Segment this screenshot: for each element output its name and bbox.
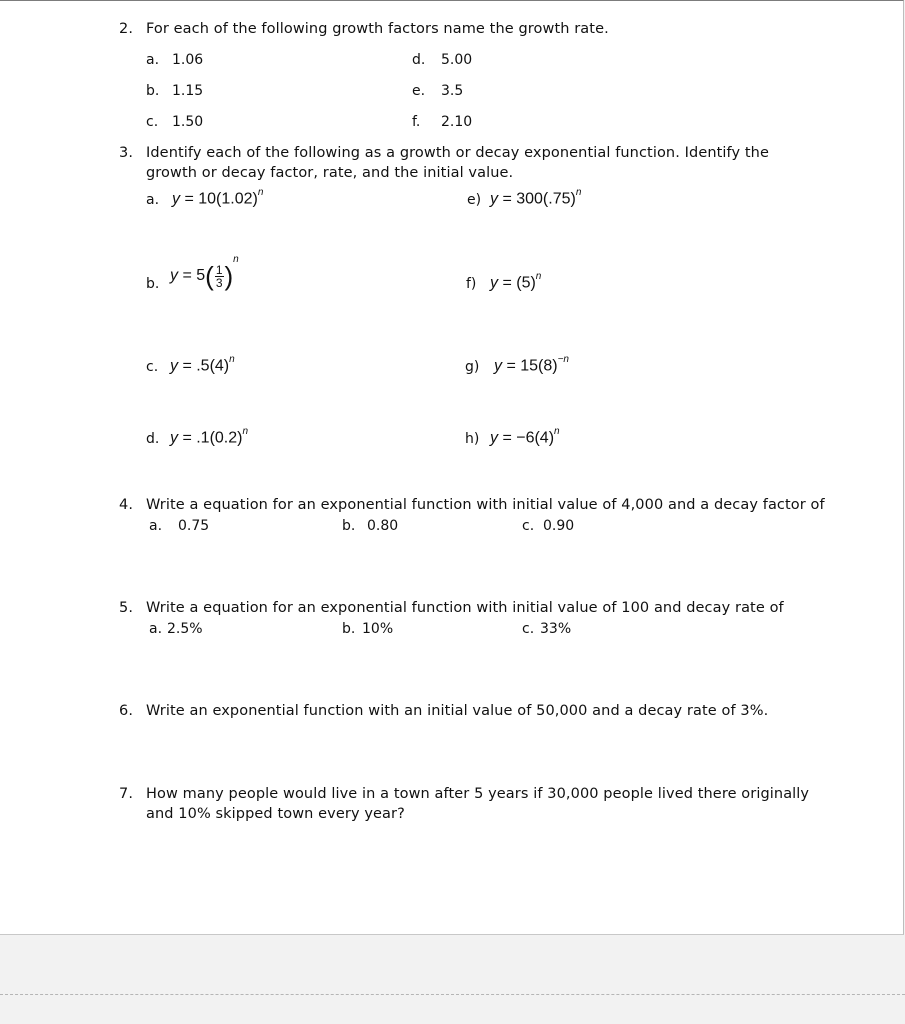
- q5-option-b-value: 10%: [362, 621, 394, 637]
- q3-number: 3.: [119, 145, 134, 161]
- q4-option-a-label: a.: [149, 518, 163, 534]
- q3-item-b-label: b.: [146, 276, 160, 292]
- q5-prompt: Write a equation for an exponential function with initial value of 100 and decay rate of: [146, 600, 784, 616]
- q7-number: 7.: [119, 786, 134, 802]
- q3-item-b-fraction: $\frac{1}{3}$: [215, 262, 223, 290]
- q3-item-g-equation: $y = 15(8)^{-n}$: [494, 354, 569, 375]
- q2-item-c-value: 1.50: [172, 114, 204, 130]
- q4-option-c-value: 0.90: [543, 518, 575, 534]
- q5-option-a-value: 2.5%: [167, 621, 203, 637]
- q3-item-h-label: h): [465, 431, 480, 447]
- q2-item-f-label: f.: [412, 114, 421, 130]
- q2-item-c-label: c.: [146, 114, 159, 130]
- q5-option-a-label: a.: [149, 621, 163, 637]
- q3-item-d-equation: $y = .1(0.2)^n$: [170, 426, 249, 447]
- q3-item-c-label: c.: [146, 359, 159, 375]
- q4-option-b-label: b.: [342, 518, 356, 534]
- q6-number: 6.: [119, 703, 134, 719]
- q3-item-c-equation: $y = .5(4)^n$: [170, 354, 235, 375]
- q2-item-d-label: d.: [412, 52, 426, 68]
- q5-option-b-label: b.: [342, 621, 356, 637]
- q4-option-b-value: 0.80: [367, 518, 399, 534]
- q3-item-g-label: g): [465, 359, 480, 375]
- q3-item-b-equation: y = 5( $\frac{1}{3}$ )$^n$: [170, 253, 239, 291]
- q3-item-f-equation: $y = (5)^n$: [490, 271, 542, 292]
- q2-item-e-label: e.: [412, 83, 426, 99]
- q3-item-e-label: e): [467, 192, 482, 208]
- q6-prompt: Write an exponential function with an initial value of 50,000 and a decay rate of 3%.: [146, 703, 769, 719]
- q2-item-e-value: 3.5: [441, 83, 464, 99]
- q7-prompt-line2: and 10% skipped town every year?: [146, 806, 405, 822]
- q3-item-f-label: f): [466, 276, 477, 292]
- q2-item-b-label: b.: [146, 83, 160, 99]
- q2-item-b-value: 1.15: [172, 83, 204, 99]
- q3-prompt-line2: growth or decay factor, rate, and the initial value.: [146, 165, 514, 181]
- q3-item-e-equation: $y = 300(.75)^n$: [490, 187, 582, 208]
- q2-item-a-value: 1.06: [172, 52, 204, 68]
- q3-item-a-label: a.: [146, 192, 160, 208]
- q2-item-a-label: a.: [146, 52, 160, 68]
- q4-option-a-value: 0.75: [178, 518, 210, 534]
- q2-prompt: For each of the following growth factors name the growth rate.: [146, 21, 609, 37]
- page-separator: [0, 994, 905, 995]
- q3-prompt-line1: Identify each of the following as a growth or decay exponential function. Identify the: [146, 145, 769, 161]
- q5-number: 5.: [119, 600, 134, 616]
- q4-number: 4.: [119, 497, 134, 513]
- q3-item-h-equation: $y = -6(4)^n$: [490, 426, 560, 447]
- q7-prompt-line1: How many people would live in a town after 5 years if 30,000 people lived there originally: [146, 786, 810, 802]
- q4-option-c-label: c.: [522, 518, 535, 534]
- q5-option-c-value: 33%: [540, 621, 572, 637]
- q2-item-f-value: 2.10: [441, 114, 473, 130]
- q3-item-d-label: d.: [146, 431, 160, 447]
- q5-option-c-label: c.: [522, 621, 535, 637]
- q2-item-d-value: 5.00: [441, 52, 473, 68]
- q2-number: 2.: [119, 21, 134, 37]
- q4-prompt: Write a equation for an exponential function with initial value of 4,000 and a decay factor of: [146, 497, 825, 513]
- q3-item-a-equation: $y = 10(1.02)^n$: [172, 187, 264, 208]
